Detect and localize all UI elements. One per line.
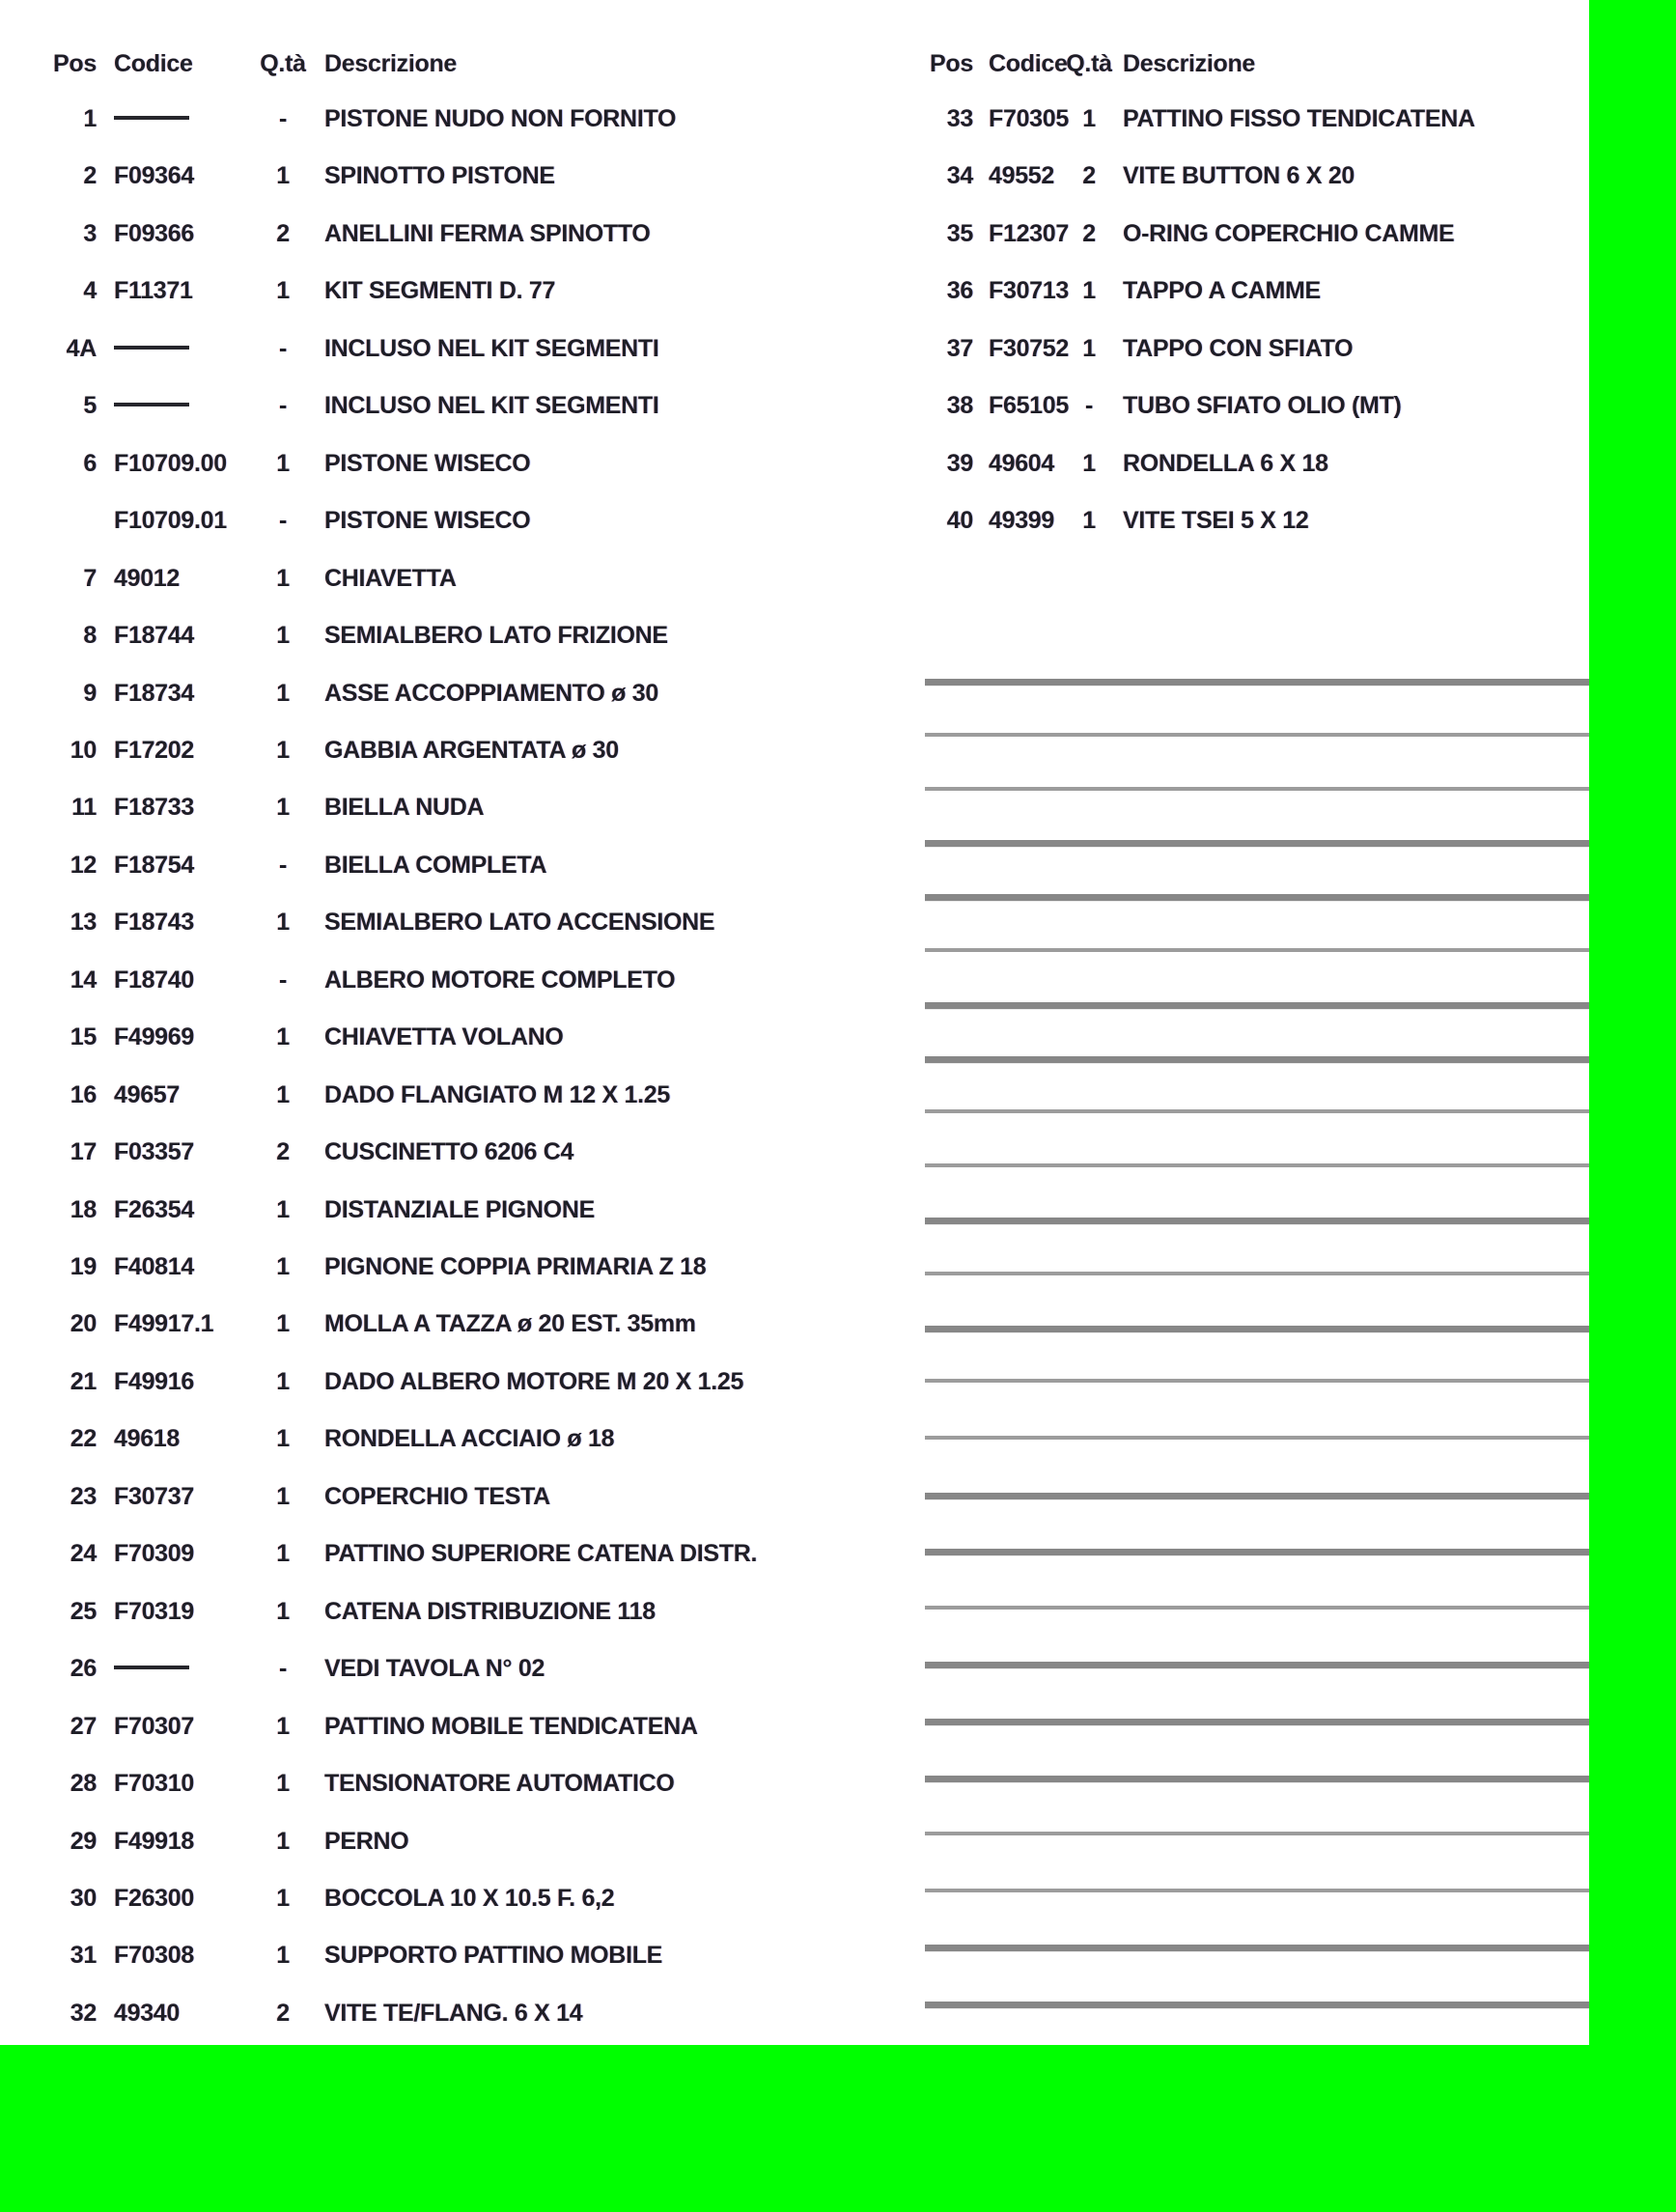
desc-cell: PISTONE WISECO <box>324 449 531 477</box>
qty-cell: 1 <box>276 1827 290 1855</box>
qty-column-header: Q.tà <box>260 50 306 77</box>
pos-cell: 5 <box>83 392 97 420</box>
code-cell: F49969 <box>114 1023 194 1051</box>
code-cell: 49618 <box>114 1425 181 1453</box>
table-row <box>0 392 1589 419</box>
pos-cell: 14 <box>70 966 97 994</box>
qty-cell: 1 <box>276 1080 290 1108</box>
pos-cell: 13 <box>70 909 97 937</box>
pos-cell: 36 <box>946 277 973 305</box>
desc-cell: INCLUSO NEL KIT SEGMENTI <box>324 334 659 362</box>
desc-cell: PISTONE WISECO <box>324 507 531 535</box>
blank-row-line <box>925 1109 1589 1113</box>
qty-cell: - <box>278 507 288 535</box>
qty-cell: 1 <box>276 1712 290 1740</box>
code-cell: 49012 <box>114 564 181 592</box>
pos-cell: 32 <box>70 1999 97 2027</box>
qty-cell: 1 <box>276 794 290 822</box>
qty-cell: - <box>278 105 288 132</box>
blank-row-line <box>925 679 1589 686</box>
desc-cell: INCLUSO NEL KIT SEGMENTI <box>324 392 659 420</box>
code-cell: F70309 <box>114 1540 194 1568</box>
qty-cell: 1 <box>276 1540 290 1568</box>
table-row <box>0 1081 1589 1108</box>
blank-row-line <box>925 1493 1589 1499</box>
qty-cell: 2 <box>1082 219 1096 247</box>
pos-cell: 33 <box>946 105 973 132</box>
pos-cell: 40 <box>946 507 973 535</box>
desc-cell: ASSE ACCOPPIAMENTO ø 30 <box>324 679 658 707</box>
qty-cell: - <box>278 392 288 420</box>
table-row <box>0 277 1589 304</box>
blank-row-line <box>925 1436 1589 1440</box>
code-cell: F30752 <box>989 334 1069 362</box>
qty-cell: 1 <box>276 1482 290 1510</box>
blank-row-line <box>925 840 1589 847</box>
desc-cell: ANELLINI FERMA SPINOTTO <box>324 219 651 247</box>
table-row <box>0 794 1589 821</box>
code-cell: F10709.01 <box>114 507 227 535</box>
pos-cell: 4 <box>83 277 97 305</box>
qty-cell: - <box>278 1655 288 1683</box>
qty-cell: - <box>278 966 288 994</box>
pos-cell: 11 <box>71 794 97 822</box>
code-cell: F49918 <box>114 1827 194 1855</box>
code-cell: F70305 <box>989 105 1069 132</box>
blank-row-line <box>925 1889 1589 1892</box>
blank-row-line <box>925 1163 1589 1167</box>
qty-cell: 1 <box>276 564 290 592</box>
code-cell: F11371 <box>114 277 193 305</box>
desc-cell: VEDI TAVOLA N° 02 <box>324 1655 545 1683</box>
table-row <box>0 450 1589 477</box>
code-column-header: Codice <box>989 50 1068 77</box>
blank-row-line <box>925 733 1589 737</box>
qty-cell: - <box>278 851 288 879</box>
desc-cell: BIELLA COMPLETA <box>324 851 547 879</box>
pos-cell: 29 <box>70 1827 97 1855</box>
blank-row-line <box>925 1379 1589 1383</box>
pos-cell: 7 <box>83 564 97 592</box>
pos-cell: 2 <box>83 162 97 190</box>
desc-cell: GABBIA ARGENTATA ø 30 <box>324 736 619 764</box>
qty-cell: 2 <box>1082 162 1096 190</box>
qty-cell: 2 <box>276 219 290 247</box>
blank-row-line <box>925 2002 1589 2008</box>
code-cell: F70307 <box>114 1712 194 1740</box>
pos-cell: 37 <box>946 334 973 362</box>
qty-cell: 1 <box>1082 105 1096 132</box>
desc-cell: MOLLA A TAZZA ø 20 EST. 35mm <box>324 1310 696 1338</box>
desc-column-header: Descrizione <box>1123 50 1256 77</box>
pos-cell: 38 <box>946 392 973 420</box>
green-band-bottom <box>0 2045 1676 2212</box>
desc-cell: SEMIALBERO LATO FRIZIONE <box>324 622 668 650</box>
blank-row-line <box>925 1719 1589 1725</box>
desc-cell: VITE TSEI 5 X 12 <box>1123 507 1309 535</box>
blank-row-line <box>925 948 1589 952</box>
pos-cell: 31 <box>70 1942 97 1970</box>
pos-cell: 34 <box>946 162 973 190</box>
desc-cell: PISTONE NUDO NON FORNITO <box>324 105 677 132</box>
desc-cell: PERNO <box>324 1827 409 1855</box>
code-cell: F18743 <box>114 909 194 937</box>
qty-cell: 1 <box>276 622 290 650</box>
pos-cell: 4A <box>66 334 97 362</box>
qty-cell: 1 <box>276 1425 290 1453</box>
blank-row-line <box>925 1218 1589 1224</box>
desc-cell: CUSCINETTO 6206 C4 <box>324 1138 574 1166</box>
pos-cell: 16 <box>70 1080 97 1108</box>
desc-cell: RONDELLA 6 X 18 <box>1123 449 1328 477</box>
pos-column-header: Pos <box>930 50 973 77</box>
blank-row-line <box>925 894 1589 901</box>
desc-cell: CHIAVETTA VOLANO <box>324 1023 564 1051</box>
blank-row-line <box>925 1945 1589 1951</box>
code-cell: F10709.00 <box>114 449 227 477</box>
pos-cell: 12 <box>70 851 97 879</box>
qty-cell: 2 <box>276 1138 290 1166</box>
pos-cell: 28 <box>70 1770 97 1798</box>
blank-row-line <box>925 1776 1589 1782</box>
pos-cell: 30 <box>70 1884 97 1912</box>
code-cell: 49399 <box>989 507 1055 535</box>
table-row <box>0 220 1589 247</box>
code-cell: F09364 <box>114 162 194 190</box>
desc-cell: BOCCOLA 10 X 10.5 F. 6,2 <box>324 1884 615 1912</box>
desc-cell: DADO ALBERO MOTORE M 20 X 1.25 <box>324 1367 744 1395</box>
qty-cell: 1 <box>276 736 290 764</box>
qty-cell: 1 <box>1082 449 1096 477</box>
pos-cell: 26 <box>70 1655 97 1683</box>
code-cell: F18734 <box>114 679 194 707</box>
code-cell: F49917.1 <box>114 1310 214 1338</box>
qty-cell: 1 <box>276 1195 290 1223</box>
pos-cell: 27 <box>70 1712 97 1740</box>
right-table-header <box>0 50 1589 77</box>
table-row <box>0 1713 1589 1740</box>
desc-cell: SEMIALBERO LATO ACCENSIONE <box>324 909 715 937</box>
pos-cell: 24 <box>70 1540 97 1568</box>
code-cell: F49916 <box>114 1367 194 1395</box>
pos-cell: 8 <box>83 622 97 650</box>
qty-cell: 1 <box>276 1253 290 1280</box>
desc-cell: TENSIONATORE AUTOMATICO <box>324 1770 675 1798</box>
table-row <box>0 966 1589 994</box>
no-code-dash <box>114 1666 189 1669</box>
pos-cell: 3 <box>83 219 97 247</box>
qty-cell: 1 <box>276 162 290 190</box>
desc-cell: PATTINO FISSO TENDICATENA <box>1123 105 1475 132</box>
qty-cell: 1 <box>1082 507 1096 535</box>
desc-cell: SUPPORTO PATTINO MOBILE <box>324 1942 663 1970</box>
qty-cell: 1 <box>276 1023 290 1051</box>
qty-cell: 1 <box>276 1884 290 1912</box>
desc-cell: TAPPO A CAMME <box>1123 277 1321 305</box>
pos-cell: 1 <box>83 105 97 132</box>
table-row <box>0 622 1589 649</box>
code-cell: F09366 <box>114 219 194 247</box>
qty-column-header: Q.tà <box>1066 50 1112 77</box>
table-row <box>0 1023 1589 1050</box>
blank-row-line <box>925 1326 1589 1332</box>
qty-cell: 1 <box>1082 334 1096 362</box>
table-row <box>0 1253 1589 1280</box>
code-cell: F40814 <box>114 1253 194 1280</box>
desc-cell: COPERCHIO TESTA <box>324 1482 550 1510</box>
table-row <box>0 737 1589 764</box>
pos-cell: 23 <box>70 1482 97 1510</box>
table-row <box>0 909 1589 936</box>
qty-cell: 1 <box>276 1770 290 1798</box>
desc-cell: VITE TE/FLANG. 6 X 14 <box>324 1999 583 2027</box>
qty-cell: 1 <box>276 1597 290 1625</box>
code-column-header: Codice <box>114 50 193 77</box>
qty-cell: 1 <box>276 679 290 707</box>
table-row <box>0 335 1589 362</box>
desc-cell: PATTINO MOBILE TENDICATENA <box>324 1712 698 1740</box>
table-row <box>0 1598 1589 1625</box>
code-cell: F12307 <box>989 219 1069 247</box>
desc-cell: TAPPO CON SFIATO <box>1123 334 1354 362</box>
qty-cell: 1 <box>276 449 290 477</box>
code-cell: F18740 <box>114 966 194 994</box>
desc-cell: VITE BUTTON 6 X 20 <box>1123 162 1355 190</box>
desc-cell: O-RING COPERCHIO CAMME <box>1123 219 1455 247</box>
code-cell: F70310 <box>114 1770 194 1798</box>
blank-row-line <box>925 1272 1589 1275</box>
blank-row-line <box>925 1056 1589 1063</box>
table-row <box>0 565 1589 592</box>
pos-cell: 9 <box>83 679 97 707</box>
qty-cell: 1 <box>276 277 290 305</box>
pos-cell: 20 <box>70 1310 97 1338</box>
code-cell: F17202 <box>114 736 194 764</box>
code-cell: 49604 <box>989 449 1055 477</box>
table-row <box>0 1138 1589 1165</box>
desc-cell: CHIAVETTA <box>324 564 457 592</box>
qty-cell: 1 <box>276 1310 290 1338</box>
table-row <box>0 1310 1589 1337</box>
code-cell: F03357 <box>114 1138 194 1166</box>
code-cell <box>114 1655 189 1682</box>
pos-cell: 39 <box>946 449 973 477</box>
desc-cell: KIT SEGMENTI D. 77 <box>324 277 556 305</box>
blank-row-line <box>925 1549 1589 1555</box>
qty-cell: 1 <box>276 1942 290 1970</box>
code-cell: 49552 <box>989 162 1055 190</box>
code-cell: 49340 <box>114 1999 181 2027</box>
pos-cell: 18 <box>70 1195 97 1223</box>
code-cell: F30713 <box>989 277 1069 305</box>
pos-column-header: Pos <box>53 50 97 77</box>
blank-row-line <box>925 1606 1589 1610</box>
code-cell: F30737 <box>114 1482 194 1510</box>
code-cell: F70308 <box>114 1942 194 1970</box>
blank-row-line <box>925 1002 1589 1009</box>
desc-cell: DISTANZIALE PIGNONE <box>324 1195 595 1223</box>
code-cell: F70319 <box>114 1597 194 1625</box>
pos-cell: 21 <box>70 1367 97 1395</box>
pos-cell: 22 <box>70 1425 97 1453</box>
qty-cell: - <box>278 334 288 362</box>
table-row <box>0 852 1589 879</box>
blank-row-line <box>925 1832 1589 1835</box>
blank-row-line <box>925 1662 1589 1668</box>
pos-cell: 10 <box>70 736 97 764</box>
desc-cell: CATENA DISTRIBUZIONE 118 <box>324 1597 656 1625</box>
table-row <box>0 162 1589 189</box>
desc-cell: DADO FLANGIATO M 12 X 1.25 <box>324 1080 671 1108</box>
pos-cell: 15 <box>70 1023 97 1051</box>
code-cell: F18733 <box>114 794 194 822</box>
code-cell: 49657 <box>114 1080 181 1108</box>
table-row <box>0 507 1589 534</box>
code-cell: F18754 <box>114 851 194 879</box>
desc-column-header: Descrizione <box>324 50 458 77</box>
qty-cell: - <box>1084 392 1094 420</box>
code-cell: F26300 <box>114 1884 194 1912</box>
pos-cell: 17 <box>70 1138 97 1166</box>
table-row <box>0 1770 1589 1797</box>
desc-cell: PIGNONE COPPIA PRIMARIA Z 18 <box>324 1253 707 1280</box>
pos-cell: 19 <box>70 1253 97 1280</box>
desc-cell: PATTINO SUPERIORE CATENA DISTR. <box>324 1540 758 1568</box>
green-strip-right <box>1589 0 1676 2212</box>
desc-cell: ALBERO MOTORE COMPLETO <box>324 966 676 994</box>
table-row <box>0 105 1589 132</box>
pos-cell: 6 <box>83 449 97 477</box>
code-cell: F65105 <box>989 392 1069 420</box>
code-cell: F18744 <box>114 622 194 650</box>
pos-cell: 25 <box>70 1597 97 1625</box>
blank-row-line <box>925 787 1589 791</box>
desc-cell: RONDELLA ACCIAIO ø 18 <box>324 1425 615 1453</box>
qty-cell: 2 <box>276 1999 290 2027</box>
qty-cell: 1 <box>1082 277 1096 305</box>
desc-cell: SPINOTTO PISTONE <box>324 162 555 190</box>
pos-cell: 35 <box>946 219 973 247</box>
qty-cell: 1 <box>276 1367 290 1395</box>
desc-cell: BIELLA NUDA <box>324 794 485 822</box>
code-cell: F26354 <box>114 1195 194 1223</box>
qty-cell: 1 <box>276 909 290 937</box>
desc-cell: TUBO SFIATO OLIO (MT) <box>1123 392 1402 420</box>
